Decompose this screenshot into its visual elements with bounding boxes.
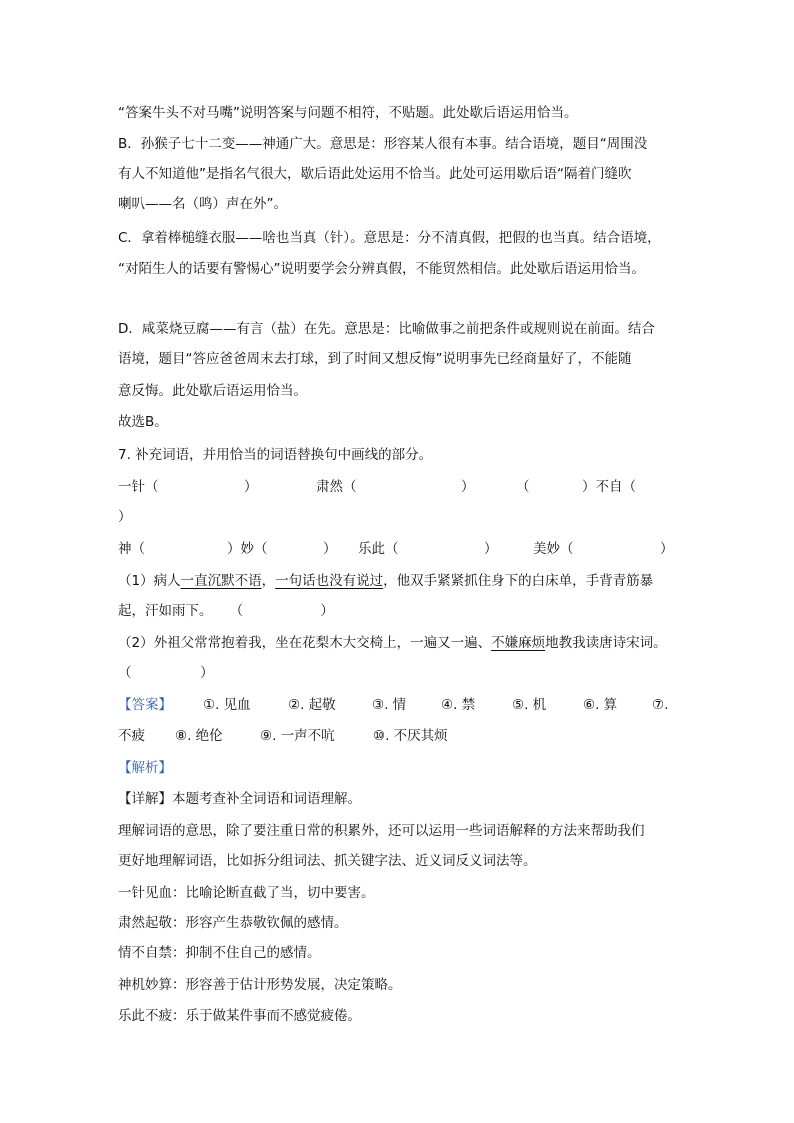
fill-blank: 一针（ xyxy=(118,479,159,495)
text-line: 故选B。 xyxy=(118,414,168,430)
underlined-phrase: 不嫌麻烦 xyxy=(491,635,546,651)
text-line: B．孙猴子七十二变——神通广大。意思是：形容某人很有本事。结合语境，题目“周围没 xyxy=(118,136,648,152)
detail-line: 更好地理解词语，比如拆分组词法、抓关键字法、近义词反义词法等。 xyxy=(118,853,537,869)
text-line: 意反悔。此处歇后语运用恰当。 xyxy=(118,383,307,399)
fill-blank: ） xyxy=(660,541,674,557)
fill-blank: 神（ xyxy=(118,541,145,557)
fill-blank: ）妙（ xyxy=(227,541,268,557)
answer-item: ④. 禁 xyxy=(441,697,476,713)
text-line: 有人不知道他”是指名气很大，歇后语此处运用不恰当。此处可运用歇后语“隔着门缝吹 xyxy=(118,166,632,182)
answer-item: ⑥. 算 xyxy=(583,697,618,713)
fill-blank: ） xyxy=(323,541,337,557)
analysis-label: 【解析】 xyxy=(118,760,172,776)
fill-blank: ） xyxy=(461,479,475,495)
text-line: （ ） xyxy=(118,665,214,681)
text-line: 喇叭——名（鸣）声在外”。 xyxy=(118,196,287,212)
fill-blank: ）不自（ xyxy=(582,479,636,495)
text-line: 语境，题目“答应爸爸周末去打球，到了时间又想反悔”说明事先已经商量好了，不能随 xyxy=(118,351,632,367)
detail-line: 乐此不疲：乐于做某件事而不感觉疲倦。 xyxy=(118,1008,361,1024)
question-title: 7. 补充词语，并用恰当的词语替换句中画线的部分。 xyxy=(118,447,433,463)
detail-line: 情不自禁：抑制不住自己的感情。 xyxy=(118,945,321,961)
detail-line: 理解词语的意思，除了要注重日常的积累外，还可以运用一些词语解释的方法来帮助我们 xyxy=(118,823,645,839)
underlined-phrase: 一直沉默不语 xyxy=(180,573,262,589)
answer-item: ⑩. 不厌其烦 xyxy=(373,728,448,744)
answer-item: ③. 情 xyxy=(372,697,407,713)
text-line: “答案牛头不对马嘴”说明答案与问题不相符，不贴题。此处歇后语运用恰当。 xyxy=(118,105,578,121)
text-line: “对陌生人的话要有警惕心”说明要学会分辨真假，不能贸然相信。此处歇后语运用恰当。 xyxy=(118,261,645,277)
fill-blank: ） xyxy=(118,509,132,525)
fill-blank: ） xyxy=(244,479,258,495)
answer-item: ⑤. 机 xyxy=(512,697,547,713)
fill-blank: 美妙（ xyxy=(533,541,574,557)
answer-item: ⑨. 一声不吭 xyxy=(260,728,335,744)
detail-line: 神机妙算：形容善于估计形势发展，决定策略。 xyxy=(118,977,402,993)
text-line: D．咸菜烧豆腐——有言（盐）在先。意思是：比喻做事之前把条件或规则说在前面。结合 xyxy=(118,321,655,337)
detail-line: 肃然起敬：形容产生恭敬钦佩的感情。 xyxy=(118,915,348,931)
fill-blank: ） xyxy=(484,541,498,557)
detail-line: 【详解】本题考查补全词语和词语理解。 xyxy=(118,791,361,807)
underlined-phrase: 一句话也没有说过 xyxy=(275,573,384,589)
text-line: C．拿着棒槌缝衣服——啥也当真（针）。意思是：分不清真假，把假的也当真。结合语境， xyxy=(118,230,661,246)
answer-item: ②. 起敬 xyxy=(288,697,336,713)
answer-item: ⑧. 绝伦 xyxy=(175,728,223,744)
fill-blank: 乐此（ xyxy=(358,541,399,557)
answer-item: ①. 见血 xyxy=(203,697,251,713)
sub-question-1: （1）病人一直沉默不语，一句话也没有说过，他双手紧紧抓住身下的白床单，手背青筋暴 xyxy=(118,573,654,589)
detail-line: 一针见血：比喻论断直截了当，切中要害。 xyxy=(118,885,375,901)
answer-item: 不疲 xyxy=(118,728,145,744)
answer-item: ⑦. xyxy=(652,697,669,713)
fill-blank: （ xyxy=(516,479,530,495)
answer-label: 【答案】 xyxy=(118,697,172,713)
sub-question-2: （2）外祖父常常抱着我，坐在花梨木大交椅上，一遍又一遍、不嫌麻烦地教我读唐诗宋词。 xyxy=(118,635,667,651)
fill-blank: 肃然（ xyxy=(316,479,357,495)
text-line: 起，汗如雨下。 （ ） xyxy=(118,603,334,619)
